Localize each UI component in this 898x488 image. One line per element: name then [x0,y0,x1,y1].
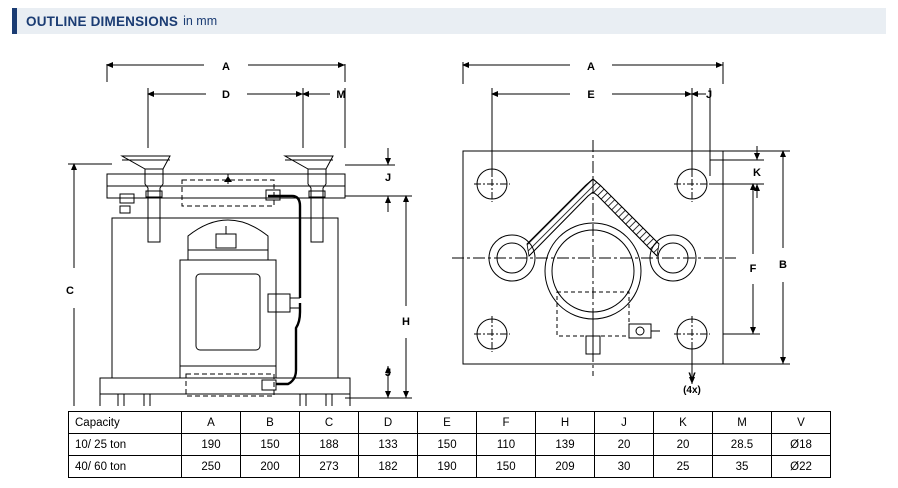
header-accent-bar [12,8,17,34]
svg-text:A: A [587,61,595,73]
cell-k: 20 [654,434,713,456]
column-header-a: A [182,412,241,434]
svg-text:V: V [688,371,696,383]
table-header-row [69,412,831,434]
page-title: OUTLINE DIMENSIONS [26,13,179,29]
dimensions-table [68,411,831,478]
column-header-e: E [418,412,477,434]
cell-d: 133 [359,434,418,456]
column-header-h: H [536,412,595,434]
svg-text:D: D [222,89,230,101]
column-header-b: B [241,412,300,434]
column-header-c: C [300,412,359,434]
table-row [69,434,831,456]
technical-drawing [0,36,898,406]
svg-text:(4x): (4x) [683,385,701,396]
cell-v: Ø18 [772,434,831,456]
cell-f: 150 [477,456,536,478]
column-header-j: J [595,412,654,434]
cell-b: 200 [241,456,300,478]
svg-text:K: K [753,167,761,179]
cell-e: 150 [418,434,477,456]
drawing-svg [0,36,898,406]
cell-capacity: 40/ 60 ton [69,456,182,478]
svg-text:B: B [779,259,787,271]
column-header-m: M [713,412,772,434]
svg-text:J: J [384,367,392,379]
svg-text:A: A [222,61,230,73]
column-header-f: F [477,412,536,434]
cell-m: 28.5 [713,434,772,456]
column-header-d: D [359,412,418,434]
cell-c: 273 [300,456,359,478]
cell-b: 150 [241,434,300,456]
column-header-k: K [654,412,713,434]
svg-text:H: H [402,316,410,328]
cell-h: 139 [536,434,595,456]
svg-text:C: C [66,285,74,297]
cell-j: 20 [595,434,654,456]
table-row [69,456,831,478]
svg-text:J: J [705,89,713,101]
cell-c: 188 [300,434,359,456]
cell-j: 30 [595,456,654,478]
svg-text:J: J [384,172,392,184]
column-header-v: V [772,412,831,434]
page-title-units: in mm [183,14,218,28]
cell-d: 182 [359,456,418,478]
svg-text:E: E [587,89,595,101]
cell-k: 25 [654,456,713,478]
svg-text:F: F [749,263,757,275]
section-header [12,8,886,34]
cell-e: 190 [418,456,477,478]
cell-f: 110 [477,434,536,456]
cell-a: 190 [182,434,241,456]
cell-v: Ø22 [772,456,831,478]
column-header-capacity: Capacity [69,412,182,434]
cell-a: 250 [182,456,241,478]
svg-text:M: M [336,89,346,101]
cell-capacity: 10/ 25 ton [69,434,182,456]
cell-m: 35 [713,456,772,478]
cell-h: 209 [536,456,595,478]
